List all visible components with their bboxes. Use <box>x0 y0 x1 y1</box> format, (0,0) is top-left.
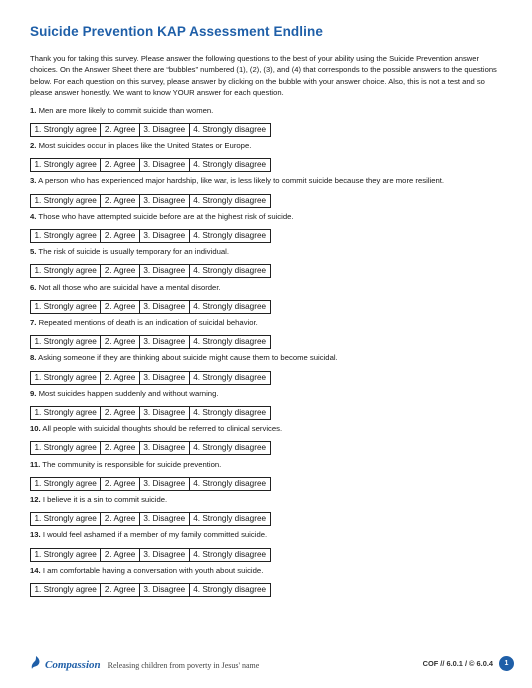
compassion-logo <box>30 655 259 671</box>
answer-choice: 4. Strongly disagree <box>193 549 267 559</box>
answer-choice: 2. Agree <box>101 478 140 490</box>
answer-choice: 4. Strongly disagree <box>193 478 267 488</box>
document-code-area <box>423 656 514 671</box>
question-text <box>30 283 502 293</box>
question-item <box>30 176 502 207</box>
answer-choices <box>30 264 271 278</box>
answer-choice: 1. Strongly agree <box>31 265 101 277</box>
intro-paragraph: Thank you for taking this survey. Please answer the following questions to the best of your ability using the Suicide Prevention answer choices. On the Answer Sheet there are “bubbles” numbered (1), (2), (3), and (4) that corresponds to the possible answers to the questions below. For each question on this survey, please answer by clicking on the bubble with your answer choice. Also, this is not a test and so please answer honestly. We want to know YOUR answer for each question. <box>30 54 497 98</box>
answer-choice: 1. Strongly agree <box>31 195 101 207</box>
question-text <box>30 495 502 505</box>
question-item <box>30 106 502 137</box>
answer-choices <box>30 229 271 243</box>
answer-choices <box>30 335 271 349</box>
answer-choice: 4. Strongly disagree <box>193 372 267 382</box>
question-label: I am comfortable having a conversation with youth about suicide. <box>42 565 264 575</box>
question-number: 2. <box>30 141 37 151</box>
answer-choice: 2. Agree <box>101 301 140 313</box>
answer-choice: 1. Strongly agree <box>31 513 101 525</box>
answer-choice: 4. Strongly disagree <box>193 407 267 417</box>
question-text <box>30 176 502 186</box>
question-label: Most suicides happen suddenly and without warning. <box>38 388 219 398</box>
question-item <box>30 530 502 561</box>
question-number: 4. <box>30 211 37 221</box>
question-number: 10. <box>30 424 41 434</box>
answer-choice: 4. Strongly disagree <box>193 514 267 524</box>
answer-choices <box>30 477 271 491</box>
question-text <box>30 566 502 576</box>
question-text <box>30 389 502 399</box>
question-item <box>30 318 502 349</box>
answer-choice: 2. Agree <box>101 265 140 277</box>
answer-choice: 4. Strongly disagree <box>193 337 267 347</box>
question-text <box>30 106 502 116</box>
page-title: Suicide Prevention KAP Assessment Endline <box>30 24 323 39</box>
answer-choice: 1. Strongly agree <box>31 372 101 384</box>
answer-choice: 2. Agree <box>101 159 140 171</box>
answer-choice: 3. Disagree <box>140 478 190 490</box>
answer-choice: 1. Strongly agree <box>31 336 101 348</box>
question-item <box>30 460 502 491</box>
question-item <box>30 566 502 597</box>
answer-choices <box>30 123 271 137</box>
answer-choice: 2. Agree <box>101 230 140 242</box>
answer-choice: 3. Disagree <box>140 230 190 242</box>
answer-choice: 1. Strongly agree <box>31 407 101 419</box>
question-label: Most suicides occur in places like the United States or Europe. <box>38 141 252 151</box>
footer <box>30 652 514 674</box>
answer-choice: 3. Disagree <box>140 159 190 171</box>
question-number: 14. <box>30 565 41 575</box>
answer-choices <box>30 300 271 314</box>
answer-choice: 3. Disagree <box>140 124 190 136</box>
answer-choice: 2. Agree <box>101 124 140 136</box>
answer-choice: 3. Disagree <box>140 442 190 454</box>
answer-choice: 3. Disagree <box>140 584 190 596</box>
answer-choice: 2. Agree <box>101 372 140 384</box>
question-item <box>30 141 502 172</box>
page-number-badge: 1 <box>499 656 514 671</box>
question-text <box>30 212 502 222</box>
answer-choice: 1. Strongly agree <box>31 584 101 596</box>
answer-choice: 3. Disagree <box>140 513 190 525</box>
question-label: Those who have attempted suicide before are at the highest risk of suicide. <box>38 211 294 221</box>
answer-choice: 3. Disagree <box>140 301 190 313</box>
question-number: 8. <box>30 353 37 363</box>
answer-choice: 2. Agree <box>101 584 140 596</box>
answer-choice: 1. Strongly agree <box>31 549 101 561</box>
answer-choice: 1. Strongly agree <box>31 478 101 490</box>
compassion-logo-icon <box>30 655 42 671</box>
answer-choices <box>30 194 271 208</box>
question-item <box>30 353 502 384</box>
question-text <box>30 353 502 363</box>
question-label: Not all those who are suicidal have a mental disorder. <box>38 282 221 292</box>
question-item <box>30 495 502 526</box>
answer-choice: 1. Strongly agree <box>31 124 101 136</box>
answer-choice: 3. Disagree <box>140 336 190 348</box>
question-item <box>30 247 502 278</box>
answer-choice: 4. Strongly disagree <box>193 124 267 134</box>
question-label: Repeated mentions of death is an indication of suicidal behavior. <box>38 317 258 327</box>
question-text <box>30 141 502 151</box>
answer-choice: 1. Strongly agree <box>31 301 101 313</box>
question-item <box>30 212 502 243</box>
question-number: 5. <box>30 247 37 257</box>
answer-choices <box>30 548 271 562</box>
answer-choice: 4. Strongly disagree <box>193 584 267 594</box>
answer-choices <box>30 583 271 597</box>
answer-choice: 2. Agree <box>101 513 140 525</box>
answer-choice: 3. Disagree <box>140 407 190 419</box>
answer-choice: 3. Disagree <box>140 372 190 384</box>
answer-choice: 4. Strongly disagree <box>193 231 267 240</box>
answer-choices <box>30 512 271 526</box>
answer-choices <box>30 406 271 420</box>
answer-choice: 4. Strongly disagree <box>193 301 267 311</box>
logo-text: Compassion <box>45 659 101 671</box>
answer-choice: 4. Strongly disagree <box>193 443 267 453</box>
answer-choice: 1. Strongly agree <box>31 159 101 171</box>
answer-choice: 2. Agree <box>101 549 140 561</box>
answer-choice: 4. Strongly disagree <box>193 160 267 170</box>
question-item <box>30 283 502 314</box>
answer-choice: 3. Disagree <box>140 195 190 207</box>
answer-choice: 2. Agree <box>101 442 140 454</box>
question-list <box>30 106 502 597</box>
question-label: Men are more likely to commit suicide than women. <box>38 105 214 115</box>
question-number: 13. <box>30 530 41 540</box>
question-number: 1. <box>30 105 37 115</box>
question-label: The community is responsible for suicide prevention. <box>42 459 222 469</box>
answer-choice: 1. Strongly agree <box>31 442 101 454</box>
answer-choices <box>30 371 271 385</box>
question-text <box>30 247 502 257</box>
answer-choices <box>30 158 271 172</box>
answer-choice: 4. Strongly disagree <box>193 266 267 276</box>
question-number: 3. <box>30 176 37 186</box>
question-number: 12. <box>30 494 41 504</box>
question-text <box>30 530 502 540</box>
question-text <box>30 318 502 328</box>
question-text <box>30 460 502 470</box>
answer-choice: 3. Disagree <box>140 549 190 561</box>
question-label: A person who has experienced major hardship, like war, is less likely to commit suicide because they are more resilient. <box>38 176 445 186</box>
question-label: I believe it is a sin to commit suicide. <box>42 494 168 504</box>
question-number: 11. <box>30 459 41 469</box>
answer-choice: 1. Strongly agree <box>31 230 101 242</box>
answer-choice: 3. Disagree <box>140 265 190 277</box>
answer-choice: 2. Agree <box>101 336 140 348</box>
question-number: 9. <box>30 388 37 398</box>
question-number: 7. <box>30 317 37 327</box>
question-item <box>30 389 502 420</box>
survey-page <box>30 24 502 601</box>
question-label: Asking someone if they are thinking about suicide might cause them to become suicidal. <box>38 353 338 363</box>
answer-choices <box>30 441 271 455</box>
answer-choice: 2. Agree <box>101 195 140 207</box>
question-item <box>30 424 502 455</box>
question-text <box>30 424 502 434</box>
answer-choice: 4. Strongly disagree <box>193 195 267 205</box>
document-code: COF // 6.0.1 / © 6.0.4 <box>422 658 493 668</box>
tagline: Releasing children from poverty in Jesus' name <box>107 661 260 670</box>
question-label: I would feel ashamed if a member of my family committed suicide. <box>42 530 268 540</box>
question-number: 6. <box>30 282 37 292</box>
question-label: The risk of suicide is usually temporary for an individual. <box>38 247 229 257</box>
question-label: All people with suicidal thoughts should be referred to clinical services. <box>42 424 283 434</box>
answer-choice: 2. Agree <box>101 407 140 419</box>
